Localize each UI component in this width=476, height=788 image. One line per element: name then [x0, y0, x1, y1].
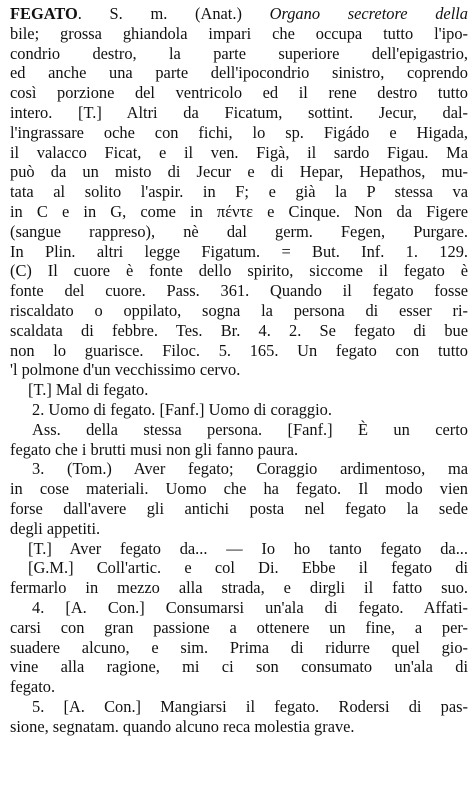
text-line: 4. [A. Con.] Consumarsi un'ala di fegato. Affati-	[32, 597, 468, 617]
text-line: scaldata di febbre. Tes. Br. 4. 2. Se fegato di bue	[10, 320, 468, 340]
text-line: in cose materiali. Uomo che ha fegato. Il modo vien	[10, 479, 468, 499]
text-line: forse dall'avere gli antichi posta nel fegato la sede	[10, 498, 468, 518]
text-line: così porzione del ventricolo ed il rene destro tutto	[10, 83, 468, 103]
text-line: FEGATO. S. m. (Anat.) Organo secretore della	[10, 4, 468, 23]
text-line: suadere alcuno, e sim. Prima di ridurre quel gio-	[10, 637, 468, 657]
sense-4	[10, 598, 468, 697]
sense-5	[10, 697, 468, 737]
text-line: fegato che i brutti musi non gli fanno paura.	[10, 439, 299, 459]
headword: FEGATO	[10, 4, 78, 23]
text-line: può da un misto di Jecur e di Hepar, Hepathos, mu-	[10, 162, 468, 182]
text-line: non lo guarisce. Filoc. 5. 165. Un fegato con tutto	[10, 340, 468, 360]
text-line: fermarlo in mezzo alla strada, e dirgli il fatto suo.	[10, 578, 468, 598]
text-line: in C e in G, come in πέντε e Cinque. Non da Figere	[10, 201, 468, 221]
text-line: 5. [A. Con.] Mangiarsi il fegato. Rodersi di pas-	[32, 696, 468, 716]
text-line: sione, segnatam. quando alcuno reca molestia grave.	[10, 716, 355, 736]
text-line: (C) Il cuore è fonte dello spirito, siccome il fegato è	[10, 261, 468, 281]
sense-2	[10, 400, 468, 459]
text-line: carsi con gran passione a ottenere un fine, a per-	[10, 617, 468, 637]
text-line: condrio destro, la parte superiore dell'epigastrio,	[10, 43, 468, 63]
text-line: ed anche una parte dell'ipocondrio sinistro, coprendo	[10, 63, 468, 83]
text-line: fonte del cuore. Pass. 361. Quando il fegato fosse	[10, 281, 468, 301]
text-line: In Plin. altri legge Figatum. = But. Inf. 1. 129.	[10, 241, 468, 261]
sense-3	[10, 459, 468, 598]
text-line: [T.] Mal di fegato.	[28, 380, 149, 400]
text-line: fegato.	[10, 677, 56, 697]
text-line: degli appetiti.	[10, 518, 101, 538]
text-line: riscaldato o oppilato, sogna la persona di esser ri-	[10, 300, 468, 320]
text-line: [T.] Aver fegato da... — Io ho tanto fegato da...	[28, 538, 468, 558]
text-line: [G.M.] Coll'artic. e col Di. Ebbe il fegato di	[28, 558, 468, 578]
text-line: l'ingrassare oche con fichi, lo sp. Figádo e Higada,	[10, 122, 468, 142]
entry-main	[10, 4, 468, 400]
text-line: vine alla ragione, mi ci son consumato un'ala di	[10, 657, 468, 677]
text-line: intero. [T.] Altri da Ficatum, sottint. Jecur, dal-	[10, 102, 468, 122]
text-line: 'l polmone d'un vecchissimo cervo.	[10, 360, 241, 380]
text-line: (sangue rappreso), nè dal germ. Fegen, Purgare.	[10, 221, 468, 241]
text-line: bile; grossa ghiandola impari che occupa tutto l'ipo-	[10, 23, 468, 43]
text-line: il valacco Ficat, e il ven. Figà, il sardo Figau. Ma	[10, 142, 468, 162]
text-line: Ass. della stessa persona. [Fanf.] È un certo	[32, 419, 468, 439]
text-line: tata al solito l'aspir. in F; e già la P stessa va	[10, 182, 468, 202]
text-line: 2. Uomo di fegato. [Fanf.] Uomo di coraggio.	[32, 399, 332, 419]
text-line: 3. (Tom.) Aver fegato; Coraggio ardimentoso, ma	[32, 459, 468, 479]
